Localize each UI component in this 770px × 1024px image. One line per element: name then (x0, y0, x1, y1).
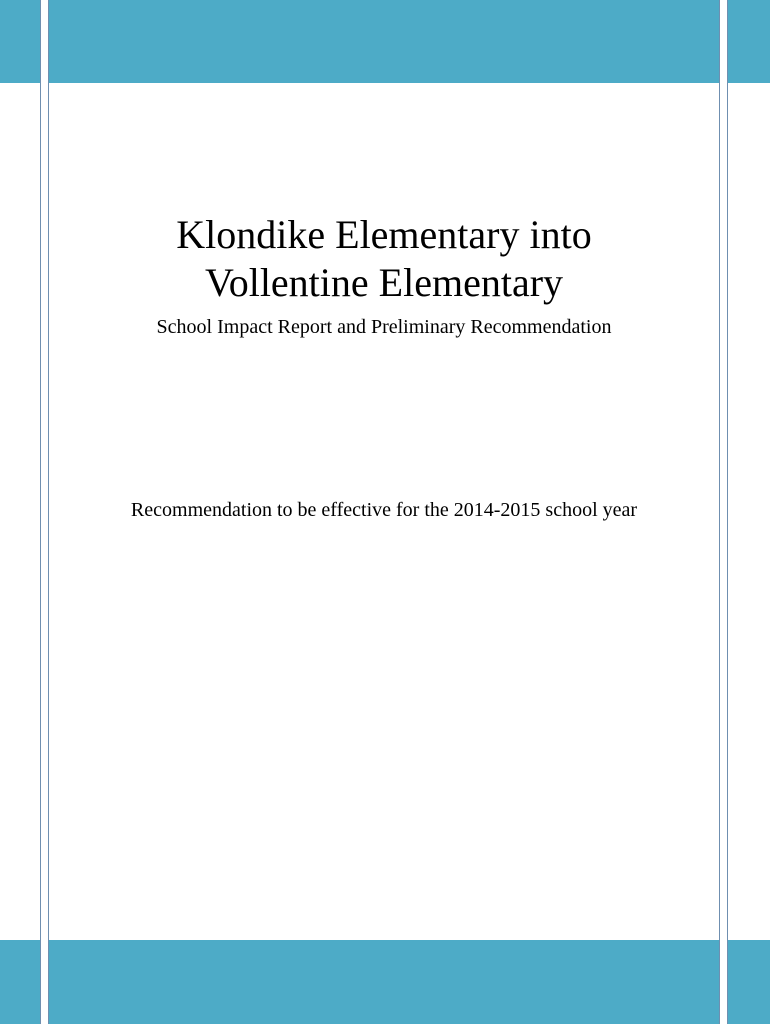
cover-content (49, 83, 719, 940)
bottom-footer-band (48, 940, 719, 1024)
top-left-color-band (0, 0, 40, 83)
bottom-right-color-band (728, 940, 770, 1024)
left-outer-rule (40, 0, 41, 1024)
report-title-line-1: Klondike Elementary into (176, 212, 592, 257)
top-header-band (48, 0, 719, 83)
report-subtitle: School Impact Report and Preliminary Recommendation (156, 316, 612, 338)
right-outer-rule (727, 0, 728, 1024)
top-right-color-band (728, 0, 770, 83)
report-title-line-2: Vollentine Elementary (204, 260, 564, 305)
right-inner-rule (719, 0, 720, 1024)
bottom-left-color-band (0, 940, 40, 1024)
report-title (49, 211, 719, 307)
effective-date-note: Recommendation to be effective for the 2014-2015 school year (130, 499, 638, 521)
